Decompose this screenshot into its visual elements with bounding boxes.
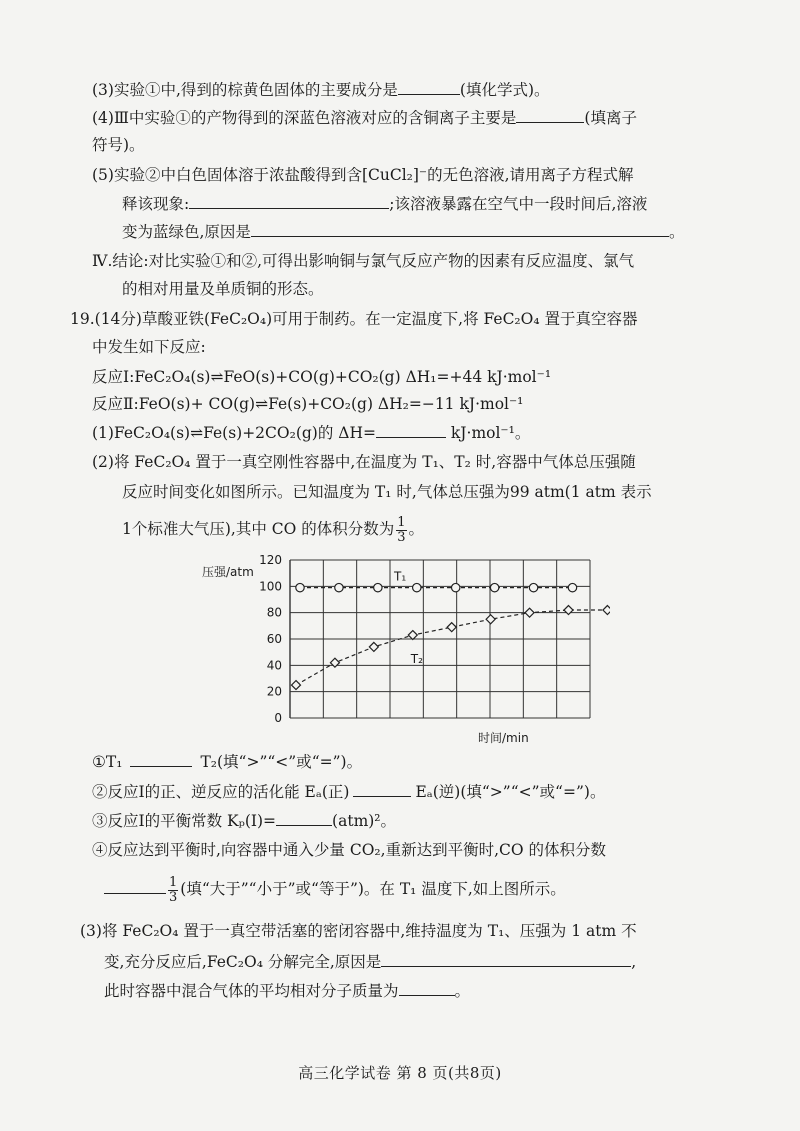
q3-line: (3)实验①中,得到的棕黄色固体的主要成分是 (填化学式)。 — [92, 78, 550, 101]
answer-blank[interactable] — [381, 950, 631, 967]
series-label-t1: T₁ — [394, 569, 407, 584]
answer-blank[interactable] — [376, 421, 446, 438]
chart-grid — [290, 560, 590, 718]
series-label-t2: T₂ — [410, 652, 423, 667]
data-point-t1 — [374, 583, 382, 591]
data-point-t2 — [486, 615, 495, 624]
q5-line2: 释该现象: ;该溶液暴露在空气中一段时间后,溶液 — [122, 192, 647, 215]
conclusion-line1: Ⅳ.结论:对比实验①和②,可得出影响铜与氯气反应产物的因素有反应温度、氯气 — [92, 252, 635, 270]
q19-part2-line3: 1个标准大气压),其中 CO 的体积分数为 $\frac{1}{3}$ 。 — [122, 514, 425, 545]
q19-part1: (1)FeC₂O₄(s)⇌Fe(s)+2CO₂(g)的 ΔH= kJ·mol⁻¹。 — [92, 421, 530, 444]
data-point-t2 — [408, 631, 417, 640]
q4-line: (4)Ⅲ中实验①的产物得到的深蓝色溶液对应的含铜离子主要是 (填离子 — [92, 106, 637, 129]
data-point-t2 — [603, 606, 610, 615]
q19-part3-line1: (3)将 FeC₂O₄ 置于一真空带活塞的密闭容器中,维持温度为 T₁、压强为 1 atm 不 — [80, 922, 637, 940]
chart-series — [292, 570, 611, 690]
data-point-t2 — [564, 606, 573, 615]
pressure-time-chart — [190, 548, 610, 748]
data-point-t1 — [335, 583, 343, 591]
answer-blank[interactable] — [251, 220, 669, 237]
answer-blank[interactable] — [104, 877, 166, 894]
answer-blank[interactable] — [398, 78, 460, 95]
reaction-2: 反应Ⅱ:FeO(s)+ CO(g)⇌Fe(s)+CO₂(g) ΔH₂=−11 kJ·mol⁻¹ — [92, 395, 524, 413]
series-line-t2 — [296, 610, 607, 685]
y-tick-label: 40 — [266, 658, 282, 673]
conclusion-line2: 的相对用量及单质铜的形态。 — [122, 280, 324, 298]
answer-blank[interactable] — [130, 750, 192, 767]
q19-part2-line1: (2)将 FeC₂O₄ 置于一真空刚性容器中,在温度为 T₁、T₂ 时,容器中气体总压强随 — [92, 453, 636, 471]
data-point-t2 — [369, 642, 378, 651]
reaction-1: 反应Ⅰ:FeC₂O₄(s)⇌FeO(s)+CO(g)+CO₂(g) ΔH₁=+44 kJ·mol⁻¹ — [92, 368, 552, 386]
q19-sub4-line1: ④反应达到平衡时,向容器中通入少量 CO₂,重新达到平衡时,CO 的体积分数 — [92, 841, 606, 859]
y-tick-labels — [259, 553, 282, 725]
y-axis-label: 压强/atm — [202, 565, 254, 579]
y-tick-label: 120 — [259, 553, 282, 567]
fraction-one-third: $\frac{1}{3}$ — [397, 514, 406, 545]
q19-sub4-line2: $\frac{1}{3}$ (填“大于”“小于”或“等于”)。在 T₁ 温度下,如上图所示。 — [104, 874, 566, 905]
q19-sub3: ③反应Ⅰ的平衡常数 Kₚ(Ⅰ)= (atm)²。 — [92, 809, 396, 832]
data-point-t1 — [452, 583, 460, 591]
page-footer: 高三化学试卷 第 8 页(共8页) — [298, 1064, 502, 1082]
answer-blank[interactable] — [189, 192, 389, 209]
q19-part2-line2: 反应时间变化如图所示。已知温度为 T₁ 时,气体总压强为99 atm(1 atm 表示 — [122, 483, 652, 501]
data-point-t2 — [447, 623, 456, 632]
q19-part3-line3: 此时容器中混合气体的平均相对分子质量为 。 — [104, 979, 470, 1002]
q19-part3-line2: 变,充分反应后,FeC₂O₄ 分解完全,原因是 , — [104, 950, 636, 973]
q19-sub2: ②反应Ⅰ的正、逆反应的活化能 Eₐ(正) Eₐ(逆)(填“>”“<”或“=”)。 — [92, 780, 605, 803]
answer-blank[interactable] — [399, 979, 455, 996]
y-tick-label: 0 — [274, 711, 282, 725]
q4-line2: 符号)。 — [92, 136, 145, 154]
q5-line3: 变为蓝绿色,原因是 。 — [122, 220, 684, 243]
answer-blank[interactable] — [276, 809, 332, 826]
data-point-t2 — [330, 658, 339, 667]
q5-line1: (5)实验②中白色固体溶于浓盐酸得到含[CuCl₂]⁻的无色溶液,请用离子方程式解 — [92, 166, 634, 184]
q19-sub1: ①T₁ T₂(填“>”“<”或“=”)。 — [92, 750, 362, 773]
q19-header2: 中发生如下反应: — [92, 338, 206, 356]
y-tick-label: 80 — [266, 605, 282, 620]
y-tick-label: 20 — [266, 684, 282, 699]
fraction-one-third: $\frac{1}{3}$ — [169, 874, 178, 905]
q19-header: 19.(14分)草酸亚铁(FeC₂O₄)可用于制药。在一定温度下,将 FeC₂O₄ 置于真空容器 — [70, 310, 638, 328]
y-tick-label: 100 — [259, 579, 282, 594]
answer-blank[interactable] — [353, 780, 411, 797]
y-tick-label: 60 — [266, 632, 282, 646]
data-point-t1 — [296, 583, 304, 591]
data-point-t1 — [568, 583, 576, 591]
data-point-t1 — [490, 583, 498, 591]
data-point-t2 — [525, 608, 534, 617]
data-point-t1 — [413, 583, 421, 591]
data-point-t2 — [292, 681, 301, 690]
answer-blank[interactable] — [516, 106, 584, 123]
x-axis-label: 时间/min — [478, 731, 529, 745]
data-point-t1 — [529, 583, 537, 591]
